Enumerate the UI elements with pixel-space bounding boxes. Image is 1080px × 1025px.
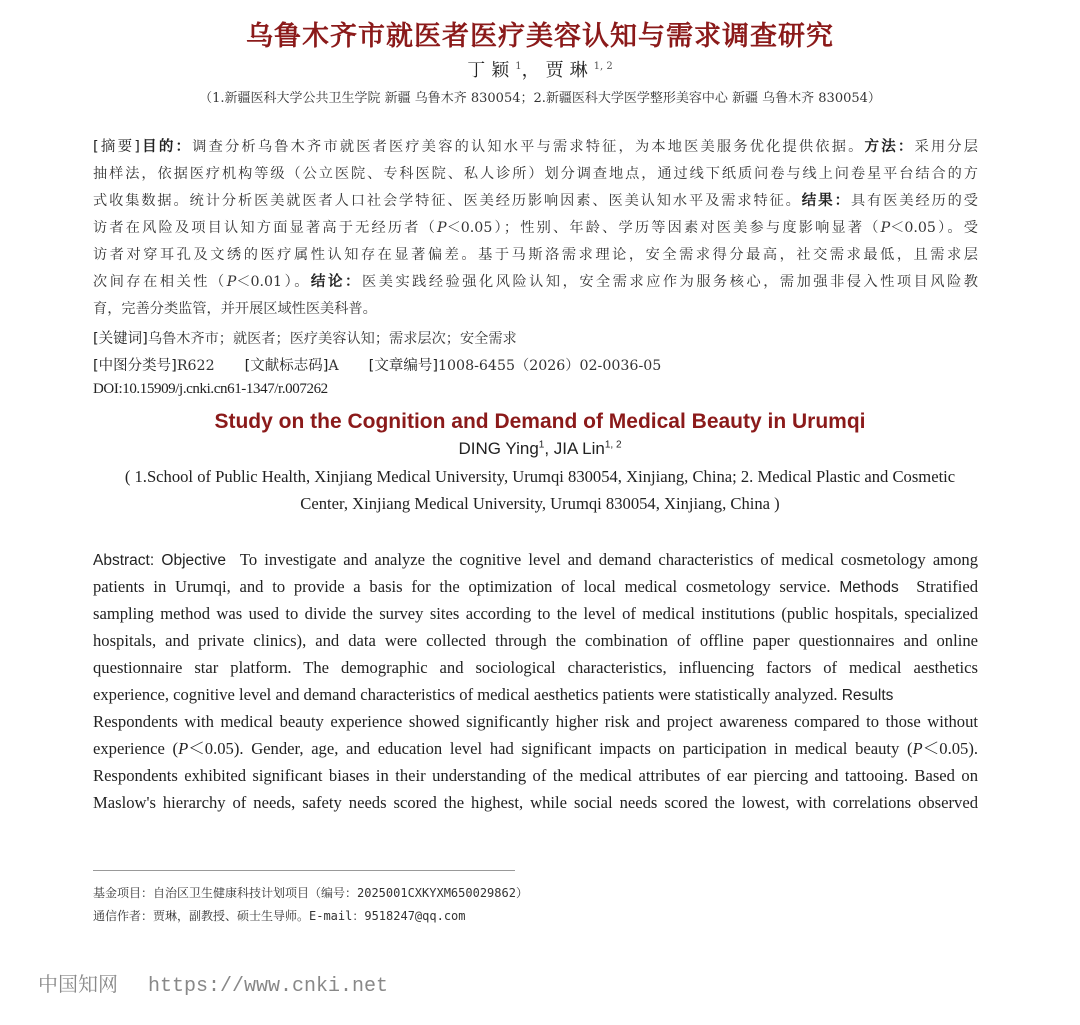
article-no-label: [文章编号] xyxy=(368,358,438,374)
abstract-line xyxy=(93,735,978,762)
abstract-text: Respondents exhibited significant biases in their understanding of the medical attributes of ear piercing and tattooing. Based on xyxy=(93,766,978,785)
abstract-text: ＜0.05). xyxy=(922,739,978,758)
abstract-line xyxy=(93,242,978,269)
watermark-site-name: 中国知网 xyxy=(38,972,118,996)
abstract-text: patients in Urumqi, and to provide a basis for the optimization of local medical cosmetology service. xyxy=(93,577,840,596)
fund-footnote: 基金项目：自治区卫生健康科技计划项目（编号：2025001CXKYXM650029862） xyxy=(93,886,528,900)
english-authors xyxy=(0,439,1080,459)
author-name: JIA Lin xyxy=(553,439,605,458)
section-label: 目的： xyxy=(139,139,193,155)
abstract-line xyxy=(93,573,978,600)
author-name: DING Ying xyxy=(458,439,539,458)
section-label: Results xyxy=(841,687,894,704)
abstract-line xyxy=(93,215,978,242)
italic-symbol: P xyxy=(178,739,189,758)
italic-symbol: P xyxy=(226,274,237,290)
section-label: 结论： xyxy=(310,274,363,290)
abstract-text: questionnaire star platform. The demographic and sociological characteristics, influencing factors of medical aesthetics xyxy=(93,658,978,677)
chinese-authors xyxy=(0,56,1080,82)
abstract-text: Maslow's hierarchy of needs, safety needs scored the highest, while social needs scored the lowest, with correlations observed xyxy=(93,793,978,812)
author-separator: , xyxy=(544,439,554,458)
abstract-text: 调查分析乌鲁木齐市就医者医疗美容的认知水平与需求特征，为本地医美服务优化提供依据。 xyxy=(192,139,865,155)
corresponding-author-footnote: 通信作者：贾琳，副教授、硕士生导师。E-mail：9518247@qq.com xyxy=(93,909,466,923)
doc-code-label: [文献标志码] xyxy=(244,358,329,374)
doc-code-value: A xyxy=(328,358,339,374)
watermark-url: https://www.cnki.net xyxy=(148,975,389,998)
english-affiliation: ( 1.School of Public Health, Xinjiang Medical University, Urumqi 830054, Xinjiang, China; 2. Medical Plastic and Cosmetic xyxy=(124,467,956,486)
keywords-label: [关键词] xyxy=(93,331,148,347)
abstract-line xyxy=(93,161,978,188)
section-label: 结果： xyxy=(801,193,852,209)
author-affiliation-marker: 1 xyxy=(538,439,545,451)
abstract-text: 访者在风险及项目认知方面显著高于无经历者（ xyxy=(93,220,438,236)
author-affiliation-marker: 1, 2 xyxy=(604,439,622,451)
abstract-text: 式收集数据。统计分析医美就医者人口社会学特征、医美经历影响因素、医美认知水平及需求特征。 xyxy=(93,193,802,209)
abstract-line xyxy=(93,600,978,627)
author-separator: ， xyxy=(521,60,546,81)
abstract-line xyxy=(93,188,978,215)
author-name: 贾琳 xyxy=(545,60,594,81)
chinese-title: 乌鲁木齐市就医者医疗美容认知与需求调查研究 xyxy=(246,21,834,52)
abstract-text: To investigate and analyze the cognitive level and demand characteristics of medical cosmetology among xyxy=(226,550,978,569)
keywords-text: 乌鲁木齐市；就医者；医疗美容认知；需求层次；安全需求 xyxy=(147,331,517,347)
english-affiliation: Center, Xinjiang Medical University, Urumqi 830054, Xinjiang, China ) xyxy=(300,494,780,513)
abstract-text: hospitals, and private clinics), and data were collected through the combination of offline paper questionnaires and online xyxy=(93,631,978,650)
section-label: Abstract: Objective xyxy=(93,552,227,569)
section-label: Methods xyxy=(839,579,899,596)
section-label: 方法： xyxy=(864,139,915,155)
abstract-text: 次间存在相关性（ xyxy=(93,274,227,290)
abstract-text: Stratified xyxy=(898,577,979,596)
author-name: 丁颖 xyxy=(467,60,516,81)
abstract-text: 访者对穿耳孔及文绣的医疗属性认知存在显著偏差。基于马斯洛需求理论，安全需求得分最高，社交需求最低，且需求层 xyxy=(93,247,978,263)
italic-symbol: P xyxy=(912,739,923,758)
abstract-line xyxy=(93,269,978,296)
abstract-text: 采用分层 xyxy=(914,139,978,155)
author-affiliation-marker: 1, 2 xyxy=(593,61,613,72)
abstract-text: sampling method was used to divide the survey sites according to the level of medical institutions (public hospitals, specialized xyxy=(93,604,978,623)
author-affiliation-marker: 1 xyxy=(515,61,522,72)
chinese-keywords xyxy=(93,326,978,353)
abstract-text: ＜0.05）；性别、年龄、学历等因素对医美参与度影响显著（ xyxy=(446,220,881,236)
english-title: Study on the Cognition and Demand of Medical Beauty in Urumqi xyxy=(214,410,866,433)
abstract-line xyxy=(93,762,978,789)
italic-symbol: P xyxy=(437,220,447,236)
abstract-line xyxy=(93,627,978,654)
doi: DOI:10.15909/j.cnki.cn61-1347/r.007262 xyxy=(93,381,328,397)
abstract-text: experience, cognitive level and demand characteristics of medical aesthetics patients were statistically analyzed. xyxy=(93,685,842,704)
section-label: [摘要] xyxy=(93,139,140,155)
abstract-line xyxy=(93,546,978,573)
abstract-line xyxy=(93,296,978,323)
abstract-text: ＜0.01）。 xyxy=(236,274,311,290)
abstract-line xyxy=(93,681,978,708)
abstract-text: ＜0.05）。受 xyxy=(890,220,978,236)
abstract-text: Respondents with medical beauty experience showed significantly higher risk and project awareness compared to those without xyxy=(93,712,978,731)
chinese-affiliation: （1.新疆医科大学公共卫生学院 新疆 乌鲁木齐 830054；2.新疆医科大学医学整形美容中心 新疆 乌鲁木齐 830054） xyxy=(199,91,881,106)
clc-value: R622 xyxy=(176,358,215,374)
abstract-text: 医美实践经验强化风险认知，安全需求应作为服务核心，需加强非侵入性项目风险教 xyxy=(362,274,978,290)
abstract-line xyxy=(93,654,978,681)
footnote-divider xyxy=(93,870,515,871)
classification-line xyxy=(93,353,978,380)
clc-label: [中图分类号] xyxy=(93,358,177,374)
abstract-text: 抽样法，依据医疗机构等级（公立医院、专科医院、私人诊所）划分调查地点，通过线下纸质问卷与线上问卷星平台结合的方 xyxy=(93,166,978,182)
abstract-line xyxy=(93,789,978,816)
cnki-watermark xyxy=(38,968,388,998)
abstract-text: 育，完善分类监管，并开展区域性医美科普。 xyxy=(93,301,377,317)
italic-symbol: P xyxy=(880,220,891,236)
article-no-value: 1008-6455（2026）02-0036-05 xyxy=(438,358,662,374)
abstract-line xyxy=(93,708,978,735)
abstract-text: 具有医美经历的受 xyxy=(851,193,978,209)
abstract-text: ＜0.05). Gender, age, and education level had significant impacts on participation in medical beauty ( xyxy=(188,739,913,758)
abstract-text: experience ( xyxy=(93,739,179,758)
abstract-line xyxy=(93,134,978,161)
